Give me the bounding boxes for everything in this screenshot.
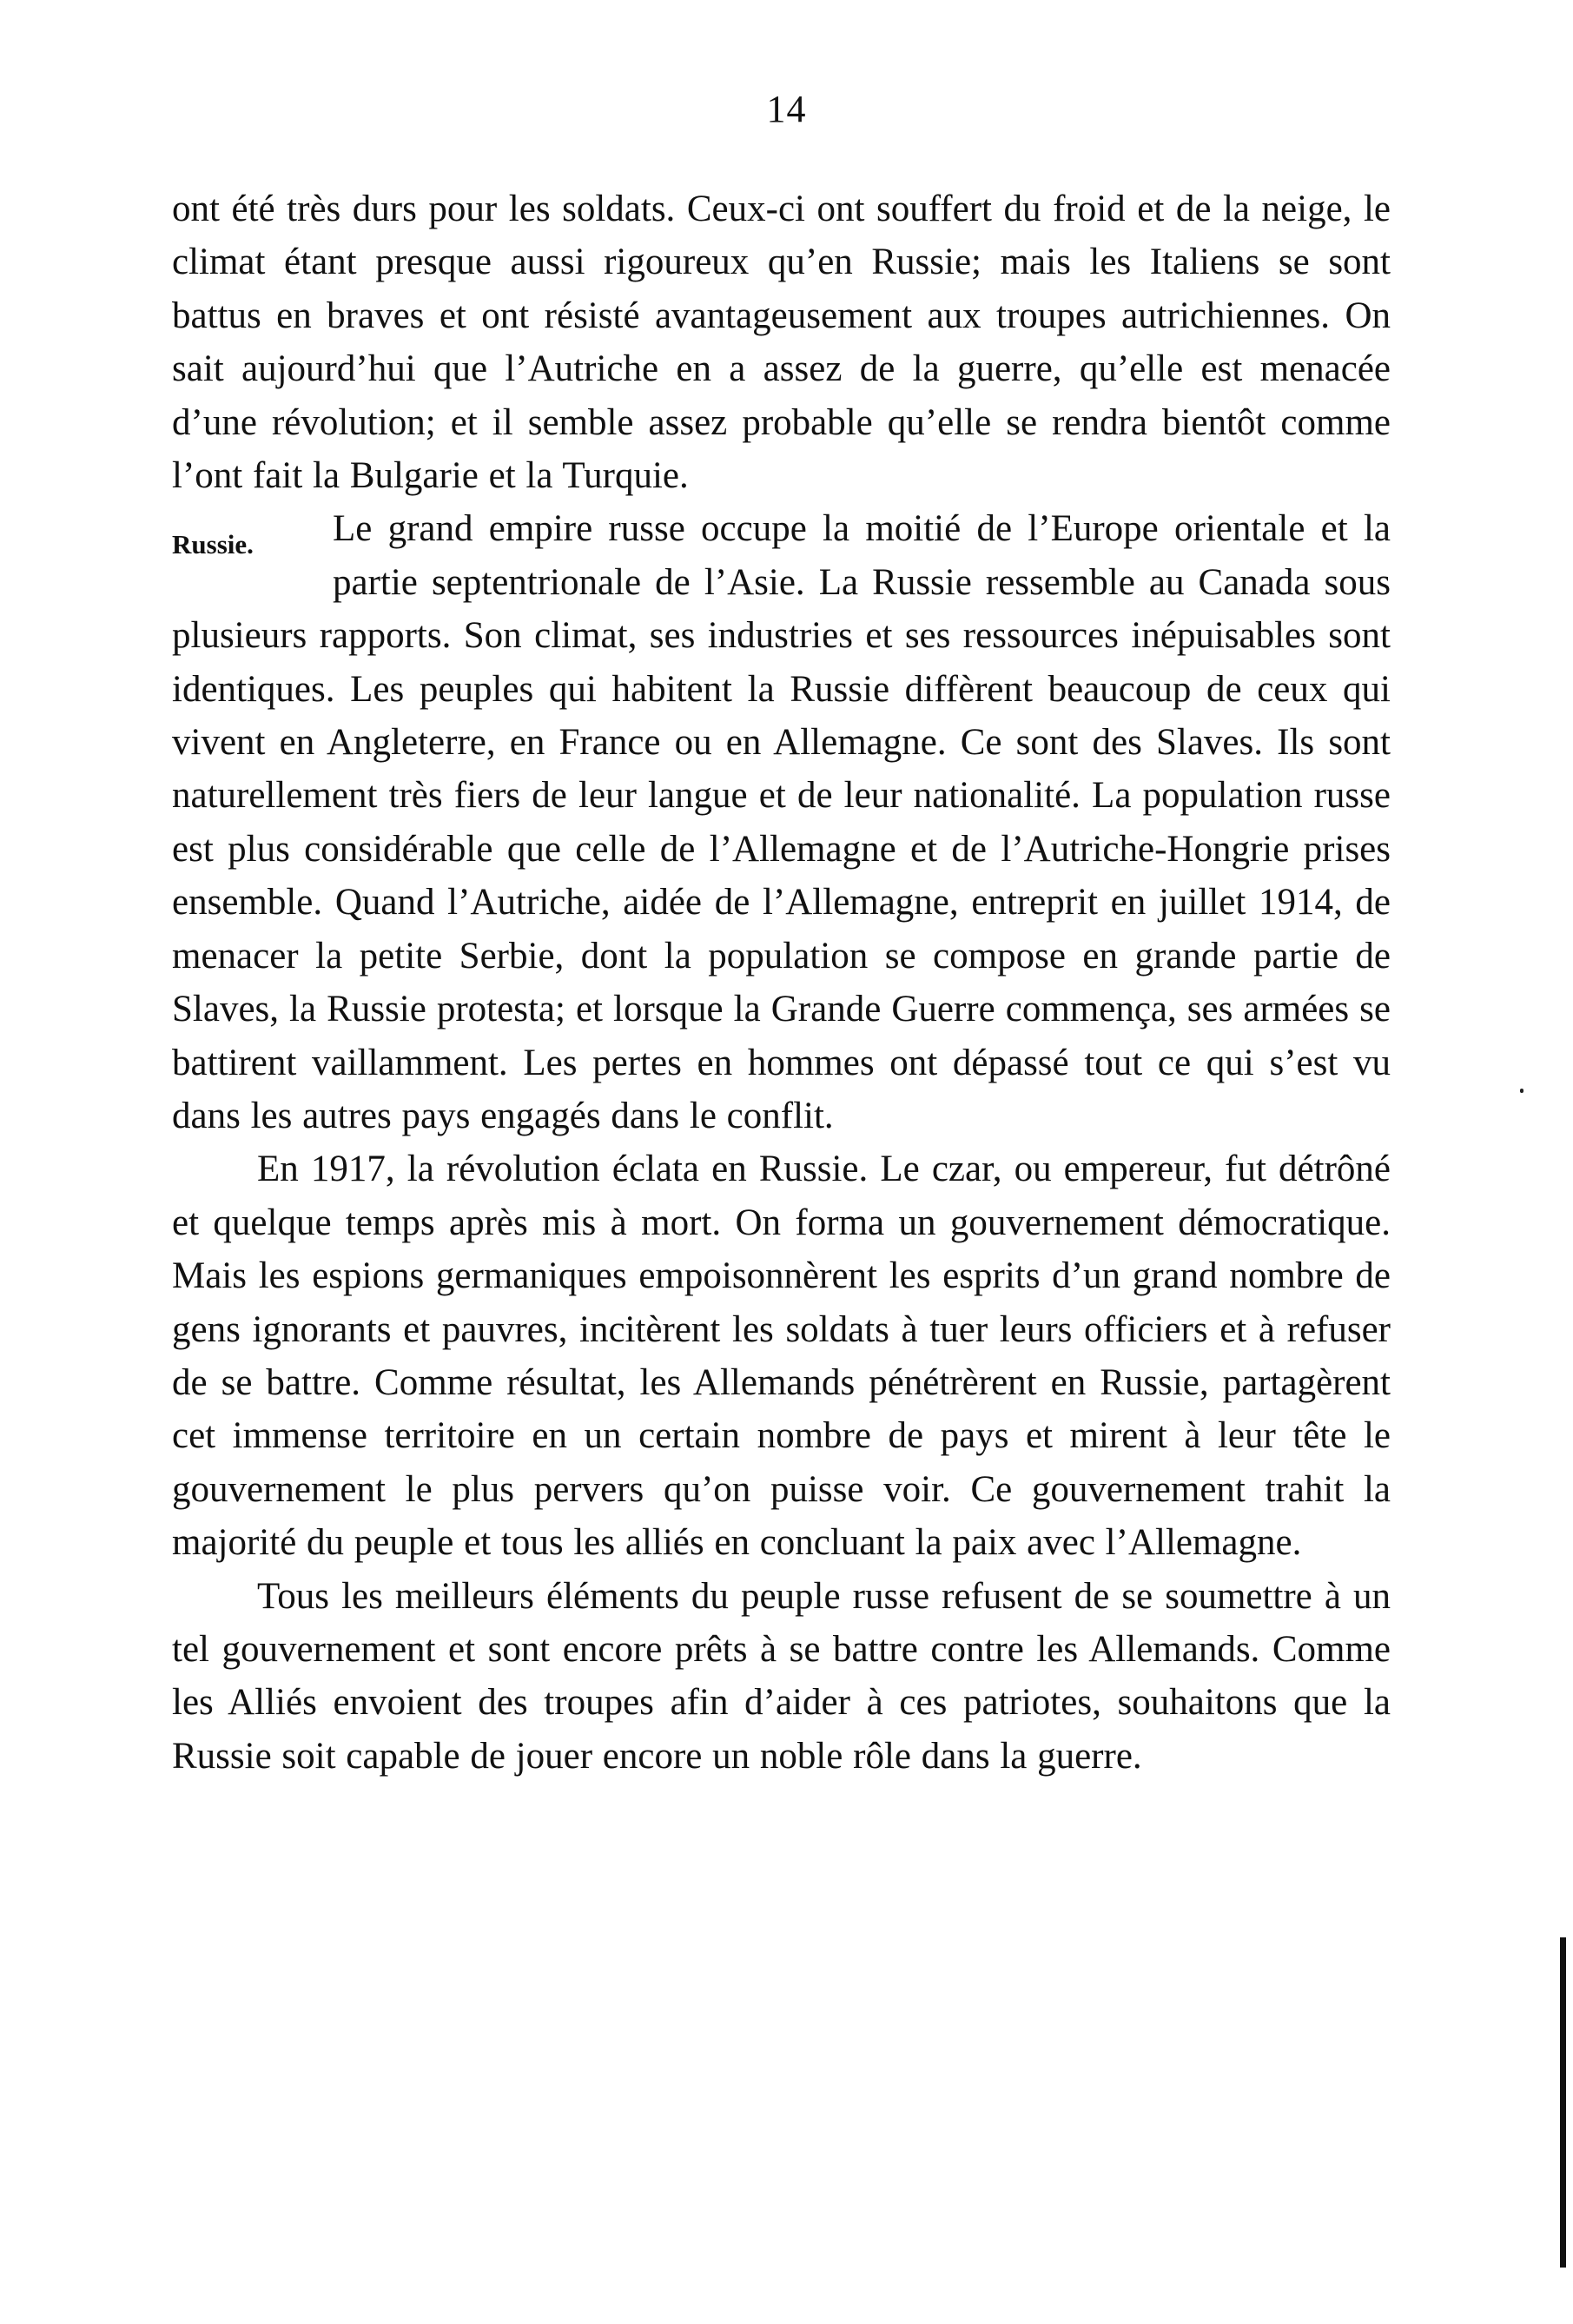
paragraph-patriots: Tous les meilleurs éléments du peuple russe refusent de se soumettre à un tel gouvernement et sont encore prêts à se battre contre les Allemands. Comme les Alliés envoient des troupes afin d’aider à ces patriotes, souhaitons que la Russie soit capable de jouer encore un noble rôle dans la guerre. <box>172 1575 1391 1777</box>
marginal-heading-russie: Russie. <box>172 529 254 560</box>
scan-edge-mark <box>1560 1937 1566 2268</box>
scan-speck <box>1520 1089 1523 1093</box>
paragraph-italy-continuation: ont été très durs pour les soldats. Ceux-ci ont souffert du froid et de la neige, le climat étant presque aussi rigoureux qu’en Russie; mais les Italiens se sont battus en braves et ont résisté avantageusement aux troupes autrichiennes. On sait aujourd’hui que l’Autriche en a assez de la guerre, qu’elle est menacée d’une révolution; et il semble assez probable qu’elle se rendra bientôt comme l’ont fait la Bulgarie et la Turquie. <box>172 189 1391 497</box>
page-body <box>172 182 1391 1783</box>
paragraph-russie-intro: Le grand empire russe occupe la moitié de l’Europe orientale et la partie septentrionale de l’Asie. La Russie ressemble au Canada sous plusieurs rapports. Son climat, ses industries et ses ressources inépuisables sont identiques. Les peuples qui habitent la Russie diffèrent beaucoup de ceux qui vivent en Angleterre, en France ou en Allemagne. Ce sont des Slaves. Ils sont naturellement très fiers de leur langue et de leur nationalité. La population russe est plus considérable que celle de l’Allemagne et de l’Autriche-Hongrie prises ensemble. Quand l’Autriche, aidée de l’Allemagne, entreprit en juillet 1914, de menacer la petite Serbie, dont la population se compose en grande partie de Slaves, la Russie protesta; et lorsque la Grande Guerre commença, ses armées se battirent vaillamment. Les pertes en hommes ont dépassé tout ce qui s’est vu dans les autres pays engagés dans le conflit. <box>172 508 1391 1136</box>
paragraph-revolution-1917: En 1917, la révolution éclata en Russie. Le czar, ou empereur, fut détrôné et quelque temps après mis à mort. On forma un gouvernement démocratique. Mais les espions germaniques empoisonnèrent les esprits d’un grand nombre de gens ignorants et pauvres, incitèrent les soldats à tuer leurs officiers et à refuser de se battre. Comme résultat, les Allemands pénétrèrent en Russie, partagèrent cet immense territoire en un certain nombre de pays et mirent à leur tête le gouvernement le plus pervers qu’on puisse voir. Ce gouvernement trahit la majorité du peuple et tous les alliés en concluant la paix avec l’Allemagne. <box>172 1149 1391 1564</box>
page-number: 14 <box>766 88 807 130</box>
russie-section <box>172 502 1391 1142</box>
